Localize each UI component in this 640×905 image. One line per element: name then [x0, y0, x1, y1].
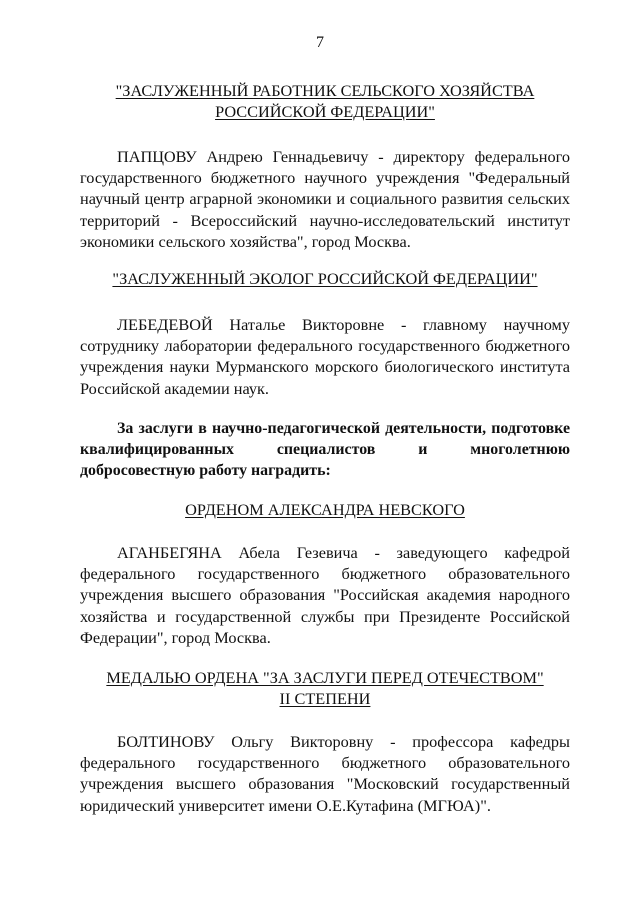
- decree-paragraph: За заслуги в научно-педагогической деятельности, подготовке квалифицированных специалистов и многолетнюю добросовестную работу наградить:: [80, 420, 570, 480]
- page-number: 7: [316, 34, 324, 51]
- heading-line: "ЗАСЛУЖЕННЫЙ РАБОТНИК СЕЛЬСКОГО ХОЗЯЙСТВА: [115, 81, 535, 100]
- award-recipient-paragraph: АГАНБЕГЯНА Абела Гезевича - заведующего кафедрой федерального государственного бюджетного образовательного учреждения высшего образования "Российская академия народного хозяйства и государственной службы при Президенте Российской Федерации", город Москва.: [80, 543, 570, 647]
- heading-line: РОССИЙСКОЙ ФЕДЕРАЦИИ": [215, 102, 435, 121]
- heading-line: ОРДЕНОМ АЛЕКСАНДРА НЕВСКОГО: [185, 500, 465, 519]
- award-recipient-paragraph: ПАПЦОВУ Андрею Геннадьевичу - директору федерального государственного бюджетного научного учреждения "Федеральный научный центр аграрной экономики и социального развития сельских территорий - Всероссийский научно-исследовательский институт экономики сельского хозяйства", город Москва.: [80, 147, 570, 251]
- section-heading-medal: [80, 667, 570, 709]
- heading-line: "ЗАСЛУЖЕННЫЙ ЭКОЛОГ РОССИЙСКОЙ ФЕДЕРАЦИИ": [112, 269, 538, 288]
- award-recipient-paragraph: БОЛТИНОВУ Ольгу Викторовну - профессора кафедры федерального государственного бюджетного образовательного учреждения высшего образования "Московский государственный юридический университет имени О.Е.Кутафина (МГЮА)".: [80, 732, 570, 815]
- section-heading-order-nevsky: [80, 499, 570, 520]
- section-heading-ecologist: [80, 268, 570, 289]
- section-heading-agriculture: [80, 80, 570, 122]
- award-recipient-paragraph: ЛЕБЕДЕВОЙ Наталье Викторовне - главному научному сотруднику лаборатории федерального государственного бюджетного учреждения науки Мурманского морского биологического института Российской академии наук.: [80, 315, 570, 398]
- heading-line: II СТЕПЕНИ: [279, 689, 371, 708]
- heading-line: МЕДАЛЬЮ ОРДЕНА "ЗА ЗАСЛУГИ ПЕРЕД ОТЕЧЕСТВОМ": [106, 668, 544, 687]
